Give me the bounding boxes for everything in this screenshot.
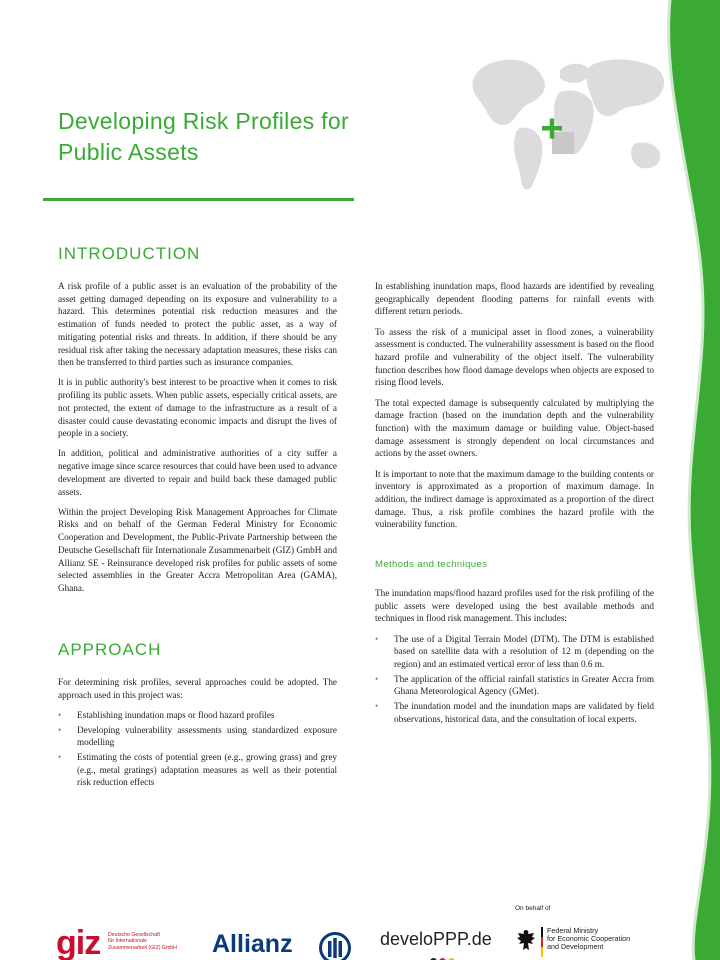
bmz-name: Federal Ministry for Economic Cooperation and Development <box>547 926 631 952</box>
developpp-dots <box>430 952 457 960</box>
list-item: • The use of a Digital Terrain Model (DTM). The DTM is established based on satellite data with a resolution of 12 m (depending on the region) and an estimated vertical error of less than 0.6 m. <box>375 633 654 671</box>
introduction-body <box>58 280 337 602</box>
paragraph: To assess the risk of a municipal asset in flood zones, a vulnerability assessment is conducted. The vulnerability assessment is based on the flood hazard profile and vulnerability of the object itself. The vulnerability function describes how flood damage develops when objects are exposed to rising flood levels. <box>375 326 654 388</box>
paragraph: Within the project Developing Risk Management Approaches for Climate Risks and on behalf of the German Federal Ministry for Economic Cooperation and Development, the Public-Private Partnership between the Deutsche Gesellschaft für Internationale Zusammenarbeit (GIZ) GmbH and Allianz SE - Reinsurance developed risk profiles for public assets of some selected assemblies in the Greater Accra Metropolitan Area (GAMA), Ghana. <box>58 506 337 593</box>
paragraph: It is in public authority's best interest to be proactive when it comes to risk profiling its public assets. When public assets, especially critical assets, are not protected, the extent of damage to the infrastructure as a result of a disaster could cause devastating economic impacts and disrupt the lives of people in a society. <box>58 377 337 439</box>
developpp-logo: develoPPP.de <box>380 929 492 949</box>
paragraph: In establishing inundation maps, flood hazards are identified by revealing geographically dependent flooding patterns for rainfall events with different return periods. <box>375 281 654 317</box>
paragraph: The total expected damage is subsequently calculated by multiplying the damage fraction (based on the inundation depth and the vulnerability function) with the maximum damage or building value. Object-based damage assessment is strongly dependent on local circumstances and actions by the asset owners. <box>375 397 654 459</box>
paragraph: In addition, political and administrative authorities of a city suffer a negative image since scarce resources that could have been used to advance development are diverted to repair and build back these damaged public assets. <box>58 448 337 497</box>
right-column-body <box>375 280 654 539</box>
list-item: • Estimating the costs of potential green (e.g., growing grass) and grey (e.g., metal gratings) adaptation measures as well as their potential risk reduction effects <box>58 751 337 789</box>
list-item: • The application of the official rainfall statistics in Greater Accra from Ghana Meteorological Agency (GMet). <box>375 673 654 698</box>
approach-heading: APPROACH <box>58 640 162 659</box>
paragraph: The inundation maps/flood hazard profiles used for the risk profiling of the public assets were developed using the best available methods and techniques in flood risk management. This includes: <box>375 588 654 624</box>
allianz-logo: Allianz <box>212 930 293 958</box>
title-underline <box>43 198 354 201</box>
on-behalf-label: On behalf of <box>515 905 551 912</box>
federal-eagle-icon <box>516 928 536 954</box>
list-item: • Establishing inundation maps or flood hazard profiles <box>58 709 337 722</box>
paragraph: For determining risk profiles, several approaches could be adopted. The approach used in this project was: <box>58 677 337 700</box>
paragraph: A risk profile of a public asset is an evaluation of the probability of the asset getting damaged depending on its exposure and vulnerability to a hazard. This determines potential risk reduction measures and the estimation of funds needed to protect the public asset, as a way of mitigating potential risks and threats. In addition, if there should be any residual risk after taking the necessary adaptation measures, these risks can then be transferred to third parties such as insurance companies. <box>58 281 337 368</box>
methods-body <box>375 587 654 728</box>
page-title: Developing Risk Profiles for Public Assets <box>58 108 349 165</box>
methods-heading: Methods and techniques <box>375 559 488 570</box>
giz-name: Deutsche Gesellschaft für Internationale Zusammenarbeit (GIZ) GmbH <box>108 932 177 951</box>
paragraph: It is important to note that the maximum damage to the building contents or inventory is approximated as a proportion of maximum damage. In addition, the indirect damage is approximated as a proportion of the direct damage. Thus, a risk profile combines the hazard profile with the vulnerability function. <box>375 468 654 530</box>
german-flag-bar <box>541 927 543 957</box>
methods-list <box>375 633 654 726</box>
introduction-heading: INTRODUCTION <box>58 244 201 263</box>
allianz-logo-icon <box>318 931 352 960</box>
approach-list <box>58 709 337 789</box>
list-item: • The inundation model and the inundation maps are validated by field observations, historical data, and the consultation of local experts. <box>375 700 654 725</box>
list-item: • Developing vulnerability assessments using standardized exposure modelling <box>58 724 337 749</box>
world-map-icon <box>468 40 673 202</box>
approach-body <box>58 676 337 791</box>
giz-logo: giz <box>56 924 101 960</box>
